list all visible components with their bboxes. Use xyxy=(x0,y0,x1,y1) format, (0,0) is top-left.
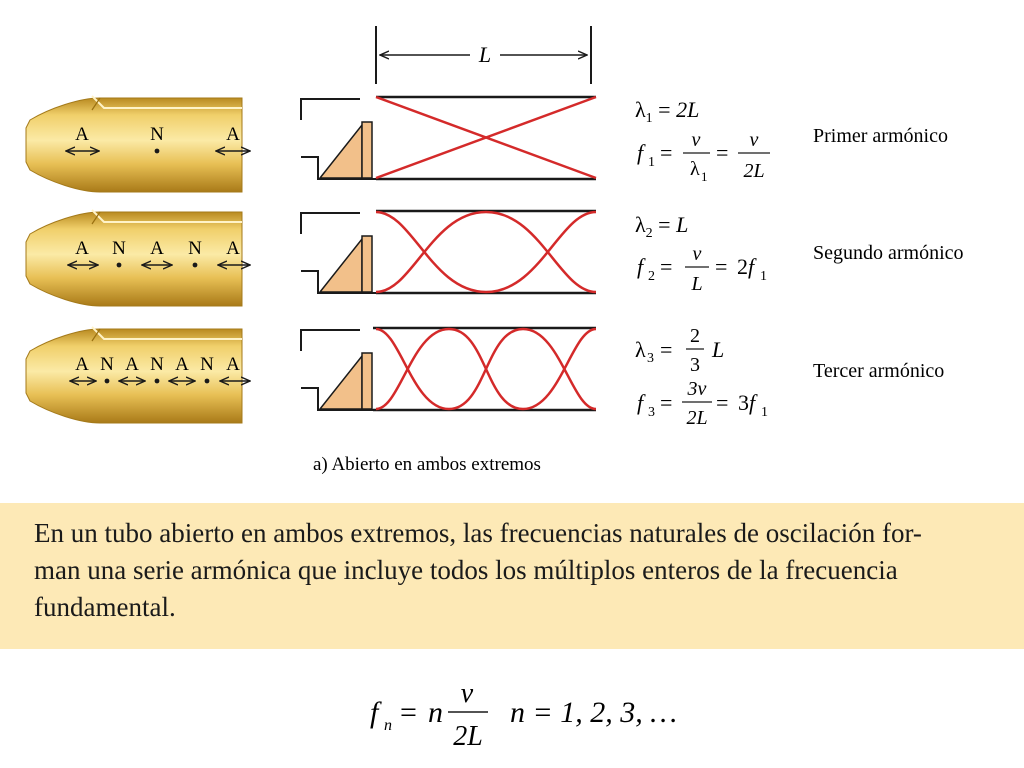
svg-text:2: 2 xyxy=(648,269,655,284)
formula-group xyxy=(635,212,767,295)
length-label: L xyxy=(478,42,492,67)
tube-illustration xyxy=(26,210,242,306)
node-dot xyxy=(205,379,210,384)
formula-group xyxy=(635,325,768,429)
svg-text:f: f xyxy=(637,390,644,415)
svg-text:=: = xyxy=(660,337,673,362)
svg-text:f: f xyxy=(637,254,644,279)
pipe-schematic xyxy=(301,211,596,293)
frequency-formula xyxy=(637,129,770,184)
svg-text:3f: 3f xyxy=(738,390,756,415)
svg-text:=: = xyxy=(660,390,673,415)
antinode-label: A xyxy=(150,238,164,259)
formula-group xyxy=(635,97,770,184)
highlight-text xyxy=(34,515,989,626)
svg-text:2: 2 xyxy=(690,325,700,347)
row-third-harmonic xyxy=(26,325,944,429)
harmonic-series-formula xyxy=(0,670,1024,760)
pipe-schematic xyxy=(301,328,596,410)
svg-text:n: n xyxy=(428,696,443,729)
svg-text:f: f xyxy=(637,140,644,165)
figure-caption: a) Abierto en ambos extremos xyxy=(313,454,541,475)
svg-text:2f: 2f xyxy=(737,254,755,279)
node-dot xyxy=(193,263,198,268)
svg-text:3v: 3v xyxy=(687,378,707,400)
frequency-formula xyxy=(637,378,768,429)
svg-text:λ: λ xyxy=(690,158,700,180)
svg-text:1: 1 xyxy=(701,169,708,184)
length-dimension xyxy=(376,26,591,84)
antinode-label: A xyxy=(75,354,89,375)
node-label: N xyxy=(112,238,126,259)
antinode-label: A xyxy=(226,238,240,259)
node-dot xyxy=(155,379,160,384)
wavelength-formula: $\lambda_1 = 2L$ xyxy=(635,97,700,126)
node-label: N xyxy=(150,124,164,145)
pipe-schematic xyxy=(301,97,596,179)
antinode-label: A xyxy=(75,238,89,259)
antinode-label: A xyxy=(226,124,240,145)
svg-text:2L: 2L xyxy=(453,721,483,752)
harmonic-name: Tercer armónico xyxy=(813,360,945,382)
row-second-harmonic xyxy=(26,210,964,306)
svg-text:=: = xyxy=(660,254,673,279)
svg-text:1: 1 xyxy=(648,155,655,170)
svg-text:1: 1 xyxy=(760,269,767,284)
standing-wave-curve xyxy=(376,329,596,409)
node-dot xyxy=(105,379,110,384)
highlight-line: fundamental. xyxy=(34,592,176,622)
highlight-line: En un tubo abierto en ambos extremos, las frecuencias naturales de oscilación for- xyxy=(34,518,922,548)
tube-illustration xyxy=(26,96,242,192)
node-label: N xyxy=(200,354,214,375)
svg-text:λ: λ xyxy=(635,337,646,362)
row-first-harmonic xyxy=(26,96,948,192)
harmonic-name: Segundo armónico xyxy=(813,242,964,264)
wavelength-formula xyxy=(635,325,724,376)
svg-text:L: L xyxy=(712,337,725,362)
svg-text:3: 3 xyxy=(647,351,654,366)
svg-text:2L: 2L xyxy=(686,407,708,429)
svg-text:3: 3 xyxy=(690,354,700,376)
antinode-label: A xyxy=(175,354,189,375)
svg-text:n = 1, 2, 3, …: n = 1, 2, 3, … xyxy=(510,696,677,729)
svg-text:=: = xyxy=(400,696,417,729)
svg-text:L: L xyxy=(691,273,703,295)
antinode-label: A xyxy=(75,124,89,145)
standing-wave-curve xyxy=(376,212,596,292)
svg-text:1: 1 xyxy=(761,405,768,420)
node-dot xyxy=(155,149,160,154)
standing-wave-curve xyxy=(376,212,596,292)
svg-text:v: v xyxy=(692,243,702,265)
svg-text:n: n xyxy=(384,717,392,734)
svg-text:v: v xyxy=(749,129,759,151)
svg-text:f: f xyxy=(370,696,379,729)
tube-illustration xyxy=(26,327,242,423)
node-dot xyxy=(117,263,122,268)
svg-text:=: = xyxy=(716,390,729,415)
antinode-label: A xyxy=(125,354,139,375)
node-label: N xyxy=(150,354,164,375)
antinode-label: A xyxy=(226,354,240,375)
node-label: N xyxy=(100,354,114,375)
harmonic-name: Primer armónico xyxy=(813,125,948,147)
svg-text:v: v xyxy=(460,678,474,709)
svg-text:=: = xyxy=(716,140,729,165)
svg-text:v: v xyxy=(691,129,701,151)
wavelength-formula: $\lambda_2 = L$ xyxy=(635,212,689,241)
svg-text:=: = xyxy=(715,254,728,279)
frequency-formula xyxy=(637,243,767,295)
highlight-line: man una serie armónica que incluye todos los múltiplos enteros de la frecuencia xyxy=(34,555,898,585)
node-label: N xyxy=(188,238,202,259)
svg-text:2L: 2L xyxy=(743,160,765,182)
svg-text:3: 3 xyxy=(648,405,655,420)
svg-text:=: = xyxy=(660,140,673,165)
